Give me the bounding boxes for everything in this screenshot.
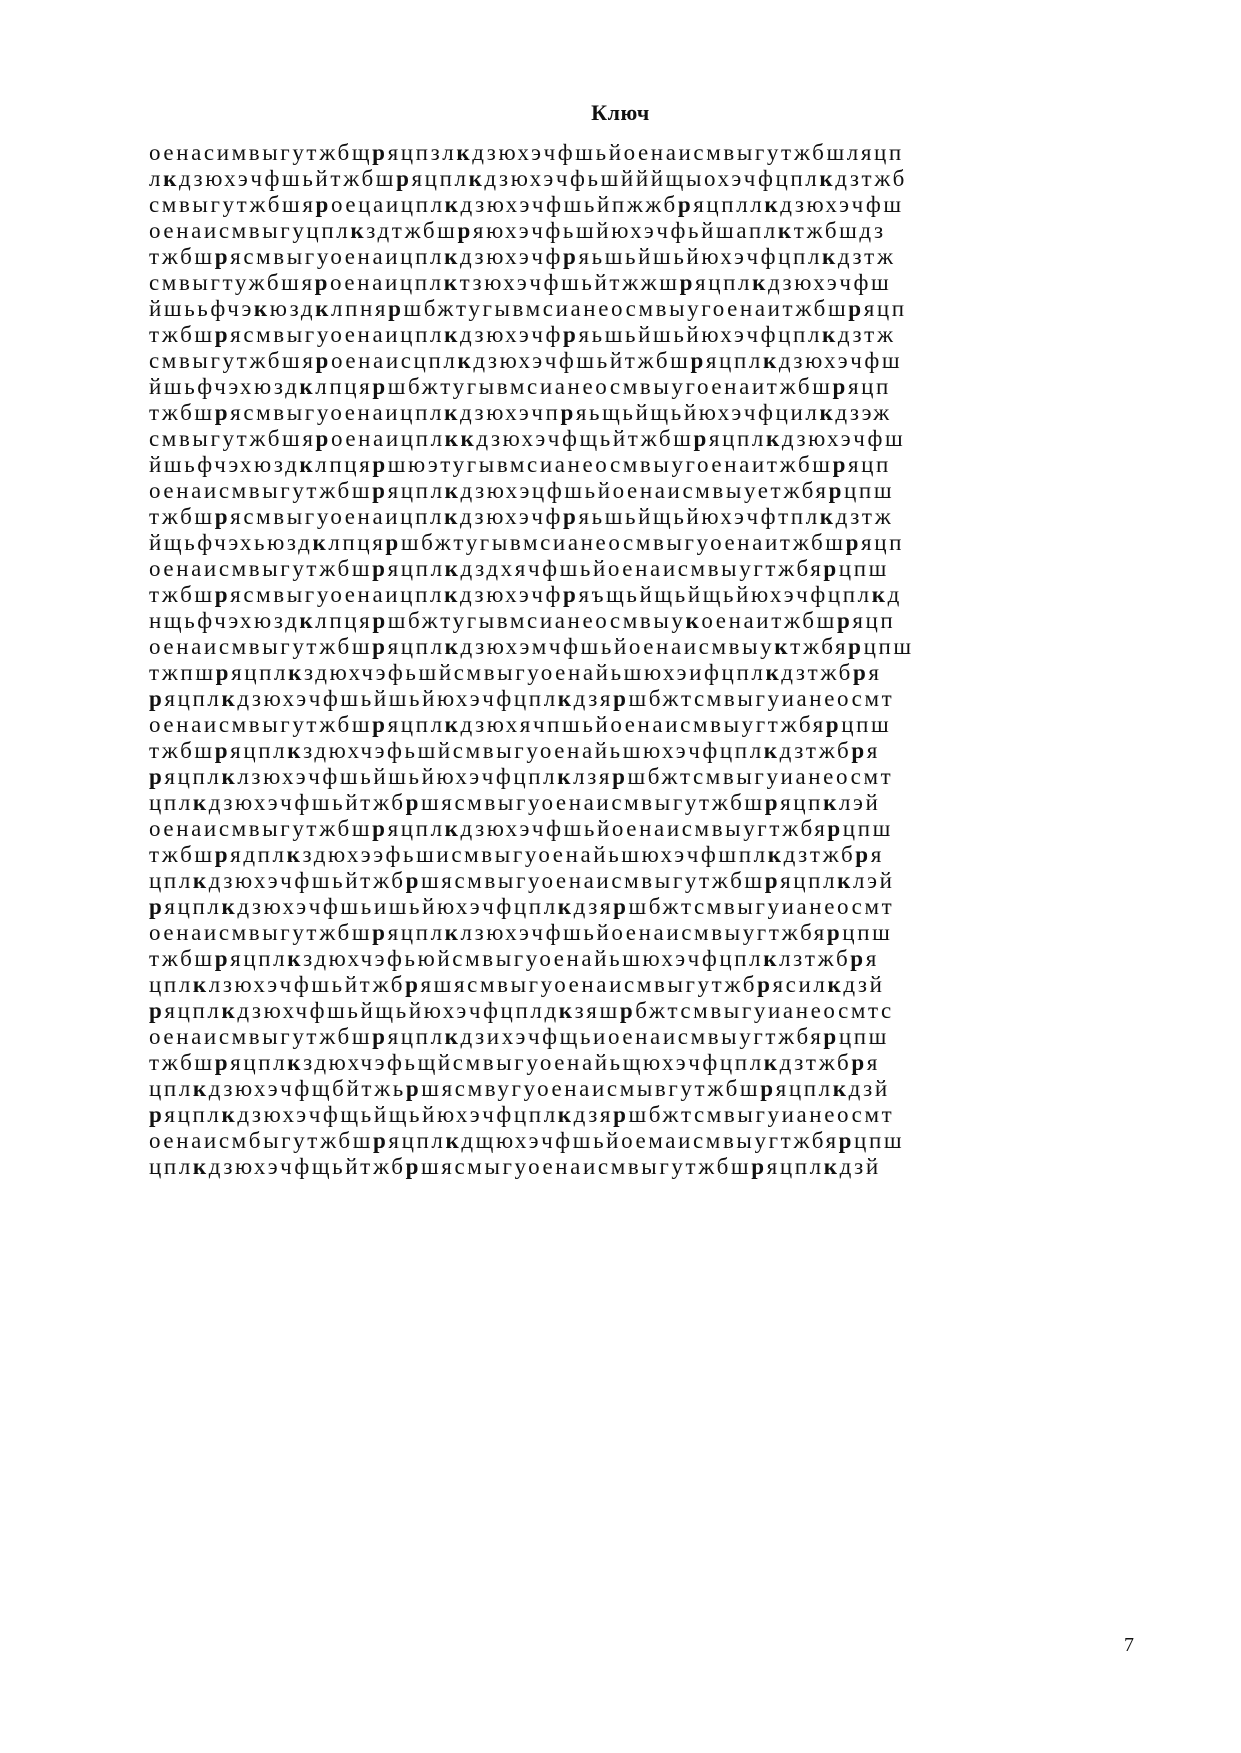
text-line: йшььфчэкюздклпняршбжтугывмсианеосмвыугоенаитжбшряцп — [149, 296, 907, 321]
text-line: тжбшряцплкздюхчэфьюйсмвыгуоенайьшюхэчфцплклзтжбря — [149, 946, 879, 971]
bold-letter: р — [372, 712, 388, 737]
bold-letter: р — [853, 660, 869, 685]
bold-letter: к — [444, 478, 461, 503]
bold-letter: р — [832, 452, 848, 477]
bold-letter: р — [613, 1102, 629, 1127]
bold-letter: к — [444, 504, 460, 529]
bold-letter: р — [388, 296, 404, 321]
page-number: 7 — [1124, 1634, 1134, 1656]
bold-letter: к — [822, 322, 838, 347]
text-line: тжбшрясмвыгуоенаицплкдзюхэчфряъщьйщьйщьйюхэчфцплкд — [149, 582, 902, 607]
bold-letter: р — [385, 530, 401, 555]
bold-letter: р — [214, 946, 231, 971]
bold-letter: р — [372, 1024, 388, 1049]
bold-letter: р — [836, 608, 853, 633]
text-line: оенаисмбыгутжбшряцплкдщюхэчфшьйоемаисмвыугтжбярцпш — [149, 1128, 905, 1153]
bold-letter: р — [314, 270, 331, 295]
bold-letter: к — [287, 946, 304, 971]
bold-letter: р — [214, 1050, 231, 1075]
bold-letter: к — [444, 400, 460, 425]
bold-letter: к — [558, 998, 575, 1023]
bold-letter: к — [444, 244, 460, 269]
text-line: тжбшрясмвыгуоенаицплкдзюхэчпряьщьйщьйюхэчфцилкдзэж — [149, 400, 892, 425]
bold-letter: р — [560, 400, 576, 425]
text-line: оенаисмвыгутжбшряцплклзюхэчфшьйоенаисмвыугтжбярцпш — [149, 920, 893, 945]
bold-letter: к — [444, 556, 461, 581]
bold-letter: р — [690, 348, 706, 373]
bold-letter: к — [819, 166, 836, 191]
text-line: тжбшряцплкздюхчэфьщйсмвыгуоенайьщюхэчфцплкдзтжбря — [149, 1050, 880, 1075]
text-line: оенаисмвыгутжбшряцплкдзюхэчфшьйоенаисмвыугтжбярцпш — [149, 816, 893, 841]
bold-letter: р — [850, 946, 866, 971]
bold-letter: к — [287, 1050, 304, 1075]
text-line: ряцплкдзюхэчфшьишьйюхэчфцплкдзяршбжтсмвыгуианеосмт — [149, 894, 895, 919]
bold-letter: к — [287, 738, 304, 763]
bold-letter: к — [299, 452, 316, 477]
bold-letter: р — [563, 322, 579, 347]
bold-letter: р — [149, 998, 165, 1023]
bold-letter: р — [757, 972, 773, 997]
bold-letter: к — [444, 1024, 461, 1049]
bold-letter: р — [405, 868, 421, 893]
text-line: тжбшрясмвыгуоенаицплкдзюхэчфряьшьйшьйюхэчфцплкдзтж — [149, 244, 896, 269]
bold-letter: к — [819, 400, 836, 425]
bold-letter: р — [693, 426, 709, 451]
bold-letter: к — [192, 1154, 209, 1179]
bold-letter: р — [214, 400, 231, 425]
bold-letter: р — [372, 374, 388, 399]
bold-letter: р — [760, 1076, 776, 1101]
bold-letter: к — [468, 166, 485, 191]
bold-letter: к — [192, 972, 209, 997]
text-line: оенаисмвыгутжбшряцплкдздхячфшьйоенаисмвыугтжбярцпш — [149, 556, 889, 581]
bold-letter: р — [405, 790, 421, 815]
text-line: смвыгутжбшяроенаисцплкдзюхэчфшьйтжбшряцплкдзюхэчфш — [149, 348, 903, 373]
bold-letter: к — [288, 660, 304, 685]
text-line: цплклзюхэчфшьйтжбряшясмвыгуоенаисмвыгутжбрясилкдзй — [149, 972, 885, 997]
bold-letter: к — [557, 1102, 574, 1127]
bold-letter: к — [221, 894, 238, 919]
bold-letter: к — [163, 166, 179, 191]
bold-letter: р — [372, 140, 388, 165]
page-title: Ключ — [591, 100, 650, 125]
text-line: оенасимвыгутжбщряцпзлкдзюхэчфшьйоенаисмвыгутжбшляцп — [149, 140, 904, 165]
bold-letter: р — [563, 504, 579, 529]
bold-letter: р — [848, 296, 864, 321]
bold-letter: к — [819, 504, 836, 529]
bold-letter: р — [848, 634, 864, 659]
bold-letter: р — [838, 1128, 855, 1153]
text-line: смвыгутжбшяроенаицплккдзюхэчфщьйтжбшряцплкдзюхэчфш — [149, 426, 906, 451]
bold-letter: р — [405, 972, 421, 997]
text-line: цплкдзюхэчфщбйтжьршясмвугуоенаисмывгутжбшряцплкдзй — [149, 1076, 890, 1101]
bold-letter: к — [837, 868, 854, 893]
bold-letter: р — [823, 1024, 839, 1049]
text-line: нщьфчэхюздклпцяршбжтугывмсианеосмвыукоенаитжбшряцп — [149, 608, 896, 633]
bold-letter: р — [826, 920, 843, 945]
bold-letter: р — [315, 192, 331, 217]
text-line: тжпшряцплкздюхчэфьшйсмвыгуоенайьшюхэифцплкдзтжбря — [149, 660, 882, 685]
text-line: йщьфчэхьюздклпцяршбжтугывмсианеосмвыгуоенаитжбшряцп — [149, 530, 905, 555]
text-line: цплкдзюхэчфшьйтжбршясмвыгуоенаисмвыгутжбшряцплклэй — [149, 868, 895, 893]
bold-letter: р — [396, 166, 412, 191]
text-line: тжбшряцплкздюхчэфьшйсмвыгуоенайьшюхэчфцплкдзтжбря — [149, 738, 880, 763]
bold-letter: р — [372, 634, 388, 659]
bold-letter: к — [444, 634, 461, 659]
bold-letter: кк — [444, 426, 477, 451]
text-line: ряцплкдзюхчфшьйщьйюхэчфцплдкзяшрбжтсмвыгуианеосмтс — [149, 998, 894, 1023]
bold-letter: к — [192, 790, 209, 815]
text-line: йшьфчэхюздклпцяршбжтугывмсианеосмвыугоенаитжбшряцп — [149, 374, 891, 399]
bold-letter: р — [149, 764, 165, 789]
text-line: оенаисмвыгутжбшряцплкдзюхэцфшьйоенаисмвыуетжбярцпш — [149, 478, 895, 503]
text-line: тжбшрясмвыгуоенаицплкдзюхэчфряьшьйшьйюхэчфцплкдзтж — [149, 322, 896, 347]
text-line: смвыгутжбшяроецаицплкдзюхэчфшьйпжжбряцпллкдзюхэчфш — [149, 192, 904, 217]
text-line: ряцплкдзюхэчфщьйщьйюхэчфцплкдзяршбжтсмвыгуианеосмт — [149, 1102, 895, 1127]
text-line: цплкдзюхэчфщьйтжбршясмыгуоенаисмвыгутжбшряцплкдзй — [149, 1154, 881, 1179]
text-line: смвыгтужбшяроенаицплктзюхэчфшьйтжжшряцплкдзюхэчфш — [149, 270, 892, 295]
bold-letter: р — [764, 790, 781, 815]
text-line: оенаисмвыгутжбшряцплкдзюхячпшьйоенаисмвыугтжбярцпш — [149, 712, 892, 737]
bold-letter: р — [214, 842, 231, 867]
bold-letter: р — [751, 1154, 767, 1179]
bold-letter: к — [832, 1076, 849, 1101]
text-line: ряцплкдзюхэчфшьйшьйюхэчфцплкдзяршбжтсмвыгуианеосмт — [149, 686, 895, 711]
bold-letter: р — [405, 1154, 421, 1179]
bold-letter: к — [444, 920, 461, 945]
bold-letter: р — [679, 270, 696, 295]
bold-letter: к — [823, 1154, 840, 1179]
bold-letter: к — [767, 842, 784, 867]
bold-letter: к — [444, 712, 461, 737]
bold-letter: к — [774, 634, 791, 659]
text-line: тжбшрясмвыгуоенаицплкдзюхэчфряьшьйщьйюхэчфтплкдзтж — [149, 504, 894, 529]
bold-letter: р — [214, 738, 231, 763]
bold-letter: р — [214, 582, 231, 607]
bold-letter: р — [851, 738, 867, 763]
bold-letter: р — [677, 192, 694, 217]
bold-letter: р — [827, 816, 843, 841]
text-line: оенаисмвыгутжбшряцплкдзюхэмчфшьйоенаисмвыуктжбярцпш — [149, 634, 914, 659]
bold-letter: к — [315, 296, 331, 321]
bold-letter: к — [444, 322, 460, 347]
bold-letter: р — [214, 504, 231, 529]
bold-letter: к — [765, 660, 782, 685]
bold-letter: к — [192, 868, 209, 893]
bold-letter: р — [373, 1128, 389, 1153]
bold-letter: р — [149, 686, 165, 711]
bold-letter: р — [372, 452, 388, 477]
bold-letter: к — [299, 608, 316, 633]
bold-letter: к — [557, 764, 574, 789]
bold-letter: р — [825, 712, 842, 737]
bold-letter: р — [215, 660, 232, 685]
bold-letter: р — [563, 244, 579, 269]
bold-letter: к — [456, 140, 473, 165]
bold-letter: р — [764, 868, 781, 893]
bold-letter: р — [372, 478, 388, 503]
bold-letter: р — [214, 322, 231, 347]
bold-letter: к — [763, 946, 780, 971]
bold-letter: к — [299, 374, 316, 399]
bold-letter: к — [822, 244, 838, 269]
text-line: оенаисмвыгуцплкздтжбшряюхэчфьшйюхэчфьйшаплктжбшдз — [149, 218, 886, 243]
text-line: оенаисмвыгутжбшряцплкдзихэчфщьиоенаисмвыугтжбярцпш — [149, 1024, 889, 1049]
bold-letter: к — [762, 348, 779, 373]
bold-letter: р — [372, 556, 388, 581]
bold-letter: к — [766, 426, 782, 451]
bold-letter: к — [823, 790, 839, 815]
bold-letter: р — [405, 1076, 422, 1101]
bold-letter: к — [764, 192, 781, 217]
bold-letter: к — [752, 270, 768, 295]
bold-letter: к — [253, 296, 270, 321]
bold-letter: к — [221, 764, 238, 789]
bold-letter: р — [832, 374, 848, 399]
bold-letter: р — [214, 244, 231, 269]
bold-letter: р — [828, 478, 844, 503]
bold-letter: р — [855, 842, 871, 867]
bold-letter: к — [445, 1128, 462, 1153]
text-line: ряцплклзюхэчфшьйшьйюхэчфцплклзяршбжтсмвыгуианеосмт — [149, 764, 894, 789]
bold-letter: к — [350, 218, 367, 243]
bold-letter: р — [851, 1050, 867, 1075]
bold-letter: р — [619, 998, 636, 1023]
text-line: лкдзюхэчфшьйтжбшряцплкдзюхэчфьшйййщыохэчфцплкдзтжб — [149, 166, 907, 191]
bold-letter: к — [443, 270, 460, 295]
bold-letter: р — [457, 218, 473, 243]
bold-letter: к — [444, 582, 460, 607]
bold-letter: р — [315, 426, 331, 451]
bold-letter: к — [557, 894, 574, 919]
bold-letter: к — [192, 1076, 209, 1101]
bold-letter: р — [149, 1102, 165, 1127]
bold-letter: к — [777, 218, 794, 243]
bold-letter: р — [613, 894, 629, 919]
bold-letter: к — [827, 972, 844, 997]
bold-letter: р — [612, 764, 628, 789]
bold-letter: р — [823, 556, 839, 581]
bold-letter: р — [613, 686, 629, 711]
text-line: цплкдзюхэчфшьйтжбршясмвыгуоенаисмвыгутжбшряцпклэй — [149, 790, 881, 815]
bold-letter: р — [563, 582, 579, 607]
cipher-key-text — [149, 140, 1109, 1180]
bold-letter: к — [312, 530, 329, 555]
bold-letter: к — [444, 192, 461, 217]
bold-letter: к — [557, 686, 574, 711]
bold-letter: р — [149, 894, 165, 919]
text-line: тжбшрядплкздюхээфьшисмвыгуоенайьшюхэчфшплкдзтжбря — [149, 842, 884, 867]
bold-letter: к — [763, 1050, 780, 1075]
bold-letter: р — [372, 816, 388, 841]
bold-letter: р — [845, 530, 862, 555]
bold-letter: к — [221, 686, 238, 711]
bold-letter: к — [457, 348, 474, 373]
bold-letter: к — [286, 842, 303, 867]
bold-letter: р — [315, 348, 331, 373]
bold-letter: к — [221, 1102, 238, 1127]
bold-letter: р — [372, 608, 388, 633]
text-line: йшьфчэхюздклпцяршюэтугывмсианеосмвыугоенаитжбшряцп — [149, 452, 891, 477]
bold-letter: р — [372, 920, 388, 945]
bold-letter: к — [221, 998, 238, 1023]
bold-letter: к — [763, 738, 780, 763]
bold-letter: к — [871, 582, 888, 607]
bold-letter: к — [685, 608, 702, 633]
bold-letter: к — [444, 816, 461, 841]
